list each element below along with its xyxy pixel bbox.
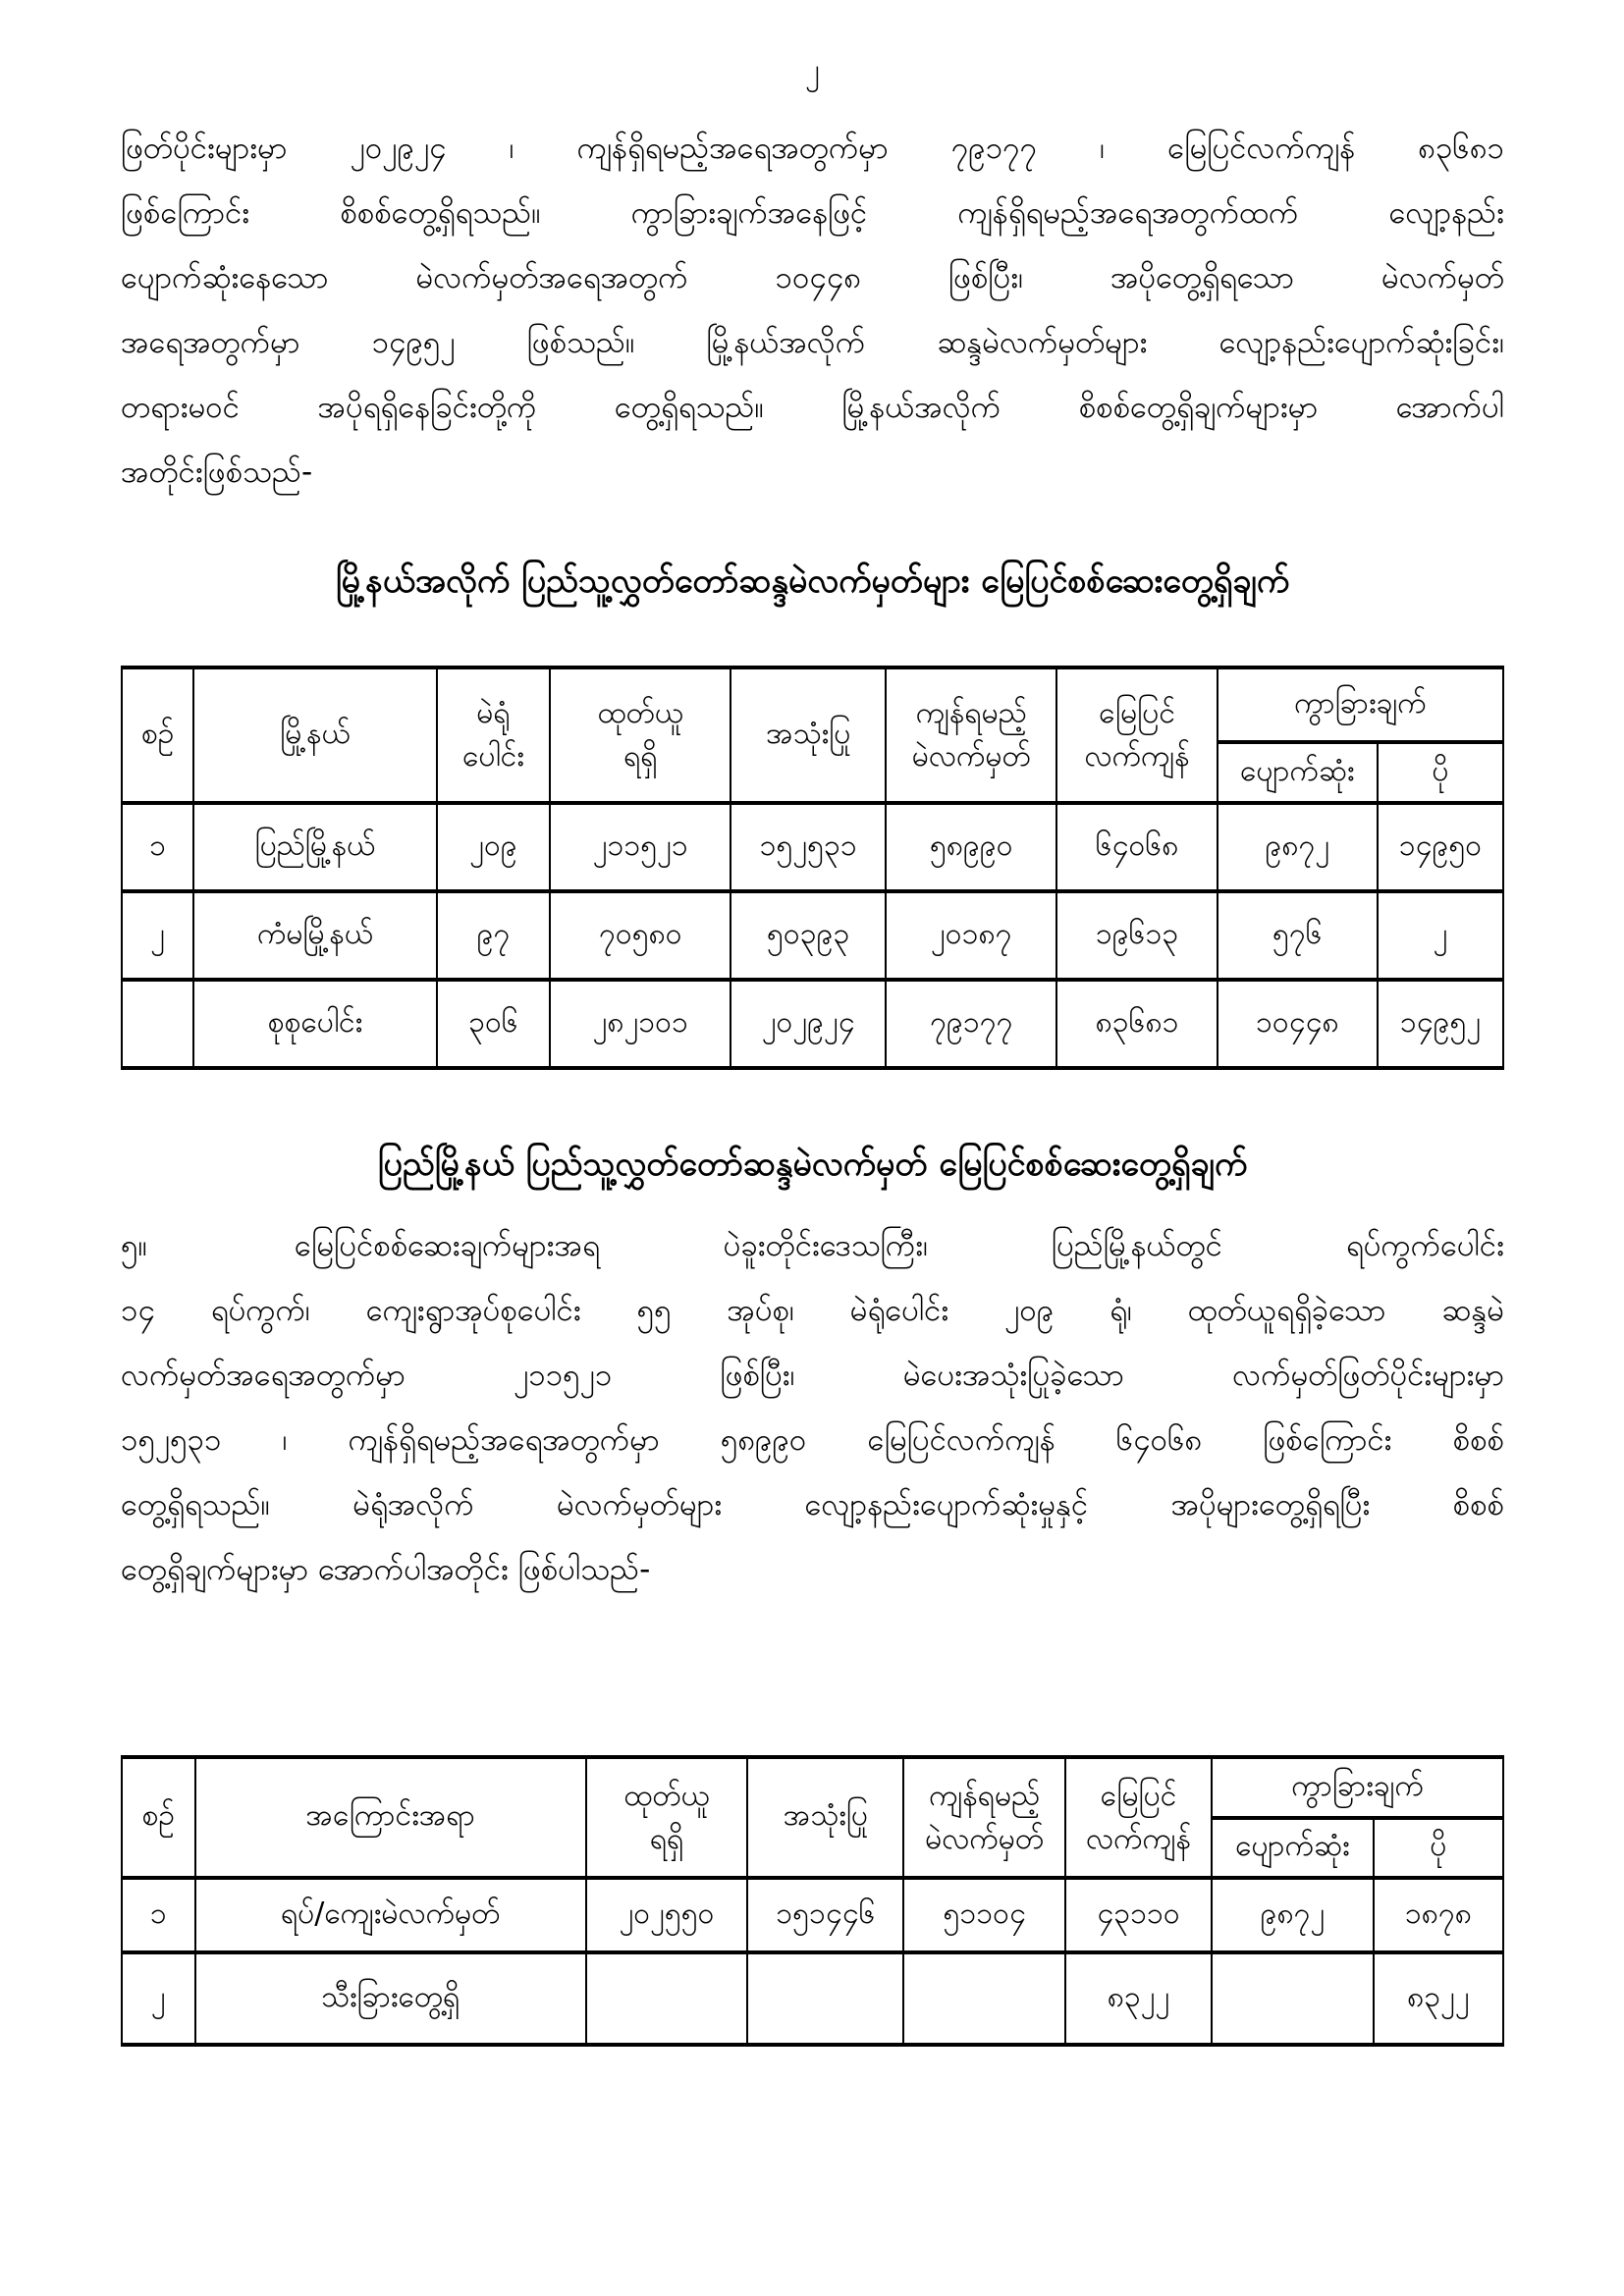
paragraph-line: တွေ့ရှိရသည်။ မဲရုံအလိုက် မဲလက်မှတ်များ လျော့နည်းပျောက်ဆုံးမှုနှင့် အပိုများတွေ့ရှိရပြီး စိစစ် [121, 1487, 1504, 1522]
cell-no: ၂ [122, 1952, 195, 2045]
paragraph-line: ၁၅၂၅၃၁ ၊ ကျန်ရှိရမည့်အရေအတွက်မှာ ၅၈၉၉၀ မြေပြင်လက်ကျန် ၆၄၀၆၈ ဖြစ်ကြောင်း စိစစ် [121, 1422, 1504, 1458]
cell-issued [586, 1952, 748, 2045]
cell-extra: ၁၈၇၈ [1374, 1878, 1503, 1952]
col-header-difference: ကွာခြားချက် [1212, 1757, 1503, 1818]
cell-stations: ၂၀၉ [437, 803, 550, 891]
col-header-issued [586, 1757, 748, 1878]
cell-subject: ရပ်/ကျေးမဲလက်မှတ် [195, 1878, 586, 1952]
paragraph-line: တွေ့ရှိချက်များမှာ အောက်ပါအတိုင်း ဖြစ်ပါသည်- [121, 1552, 651, 1587]
header-line: မြေပြင် [1099, 696, 1175, 730]
col-header-should-remain [886, 667, 1056, 803]
col-header-no: စဉ် [122, 1757, 195, 1878]
cell-no: ၂ [122, 891, 193, 980]
col-header-polling-stations [437, 667, 550, 803]
paragraph-line: အတိုင်းဖြစ်သည်- [121, 454, 313, 490]
cell-extra: ၁၄၉၅၂ [1378, 980, 1503, 1068]
cell-missing: ၉၈၇၂ [1212, 1878, 1374, 1952]
col-header-used: အသုံးပြု [747, 1757, 903, 1878]
header-line: မဲလက်မှတ် [911, 739, 1031, 774]
section2-heading: ပြည်မြို့နယ် ပြည်သူ့လွှတ်တော်ဆန္ဒမဲလက်မှတ် မြေပြင်စစ်ဆေးတွေ့ရှိချက် [377, 1145, 1248, 1184]
page-content [121, 0, 1504, 2047]
cell-should-remain [903, 1952, 1065, 2045]
col-header-ground-balance [1065, 1757, 1212, 1878]
table-row [122, 1952, 1503, 2045]
col-header-issued [550, 667, 731, 803]
cell-extra: ၁၄၉၅၀ [1378, 803, 1503, 891]
cell-stations: ၃၀၆ [437, 980, 550, 1068]
table-row [122, 803, 1503, 891]
cell-ground-balance: ၄၃၁၁၀ [1065, 1878, 1212, 1952]
cell-issued: ၂၁၁၅၂၁ [550, 803, 731, 891]
col-header-should-remain [903, 1757, 1065, 1878]
section1-heading: မြို့နယ်အလိုက် ပြည်သူ့လွှတ်တော်ဆန္ဒမဲလက်မှတ်များ မြေပြင်စစ်ဆေးတွေ့ရှိချက် [335, 561, 1290, 601]
header-line: လက်ကျန် [1084, 739, 1190, 774]
cell-missing: ၁၀၄၄၈ [1218, 980, 1378, 1068]
col-header-ground-balance [1056, 667, 1217, 803]
cell-total-label: စုစုပေါင်း [193, 980, 437, 1068]
cell-no: ၁ [122, 803, 193, 891]
cell-ground-balance: ၁၉၆၁၃ [1056, 891, 1217, 980]
cell-should-remain: ၂၀၁၈၇ [886, 891, 1056, 980]
paragraph-line: အရေအတွက်မှာ ၁၄၉၅၂ ဖြစ်သည်။ မြို့နယ်အလိုက် ဆန္ဒမဲလက်မှတ်များ လျော့နည်းပျောက်ဆုံးခြင်း၊ [121, 325, 1504, 360]
cell-township: ပြည်မြို့နယ် [193, 803, 437, 891]
cell-should-remain: ၅၈၉၉၀ [886, 803, 1056, 891]
intro-paragraph [121, 116, 1504, 505]
table-header-row [122, 667, 1503, 742]
cell-extra: ၂ [1378, 891, 1503, 980]
cell-stations: ၉၇ [437, 891, 550, 980]
cell-issued: ၇၀၅၈၀ [550, 891, 731, 980]
cell-ground-balance: ၆၄၀၆၈ [1056, 803, 1217, 891]
header-line: လက်ကျန် [1085, 1821, 1192, 1856]
table-row [122, 891, 1503, 980]
paragraph-line: လက်မှတ်အရေအတွက်မှာ ၂၁၁၅၂၁ ဖြစ်ပြီး၊ မဲပေးအသုံးပြုခဲ့သော လက်မှတ်ဖြတ်ပိုင်းများမှာ [121, 1358, 1504, 1393]
table-row [122, 1878, 1503, 1952]
paragraph-line: ဖြတ်ပိုင်းများမှာ ၂၀၂၉၂၄ ၊ ကျန်ရှိရမည့်အရေအတွက်မှာ ၇၉၁၇၇ ၊ မြေပြင်လက်ကျန် ၈၃၆၈၁ [121, 131, 1504, 166]
township-ballot-table [121, 666, 1504, 1070]
township-detail-table [121, 1755, 1504, 2047]
cell-extra: ၈၃၂၂ [1374, 1952, 1503, 2045]
cell-missing: ၉၈၇၂ [1218, 803, 1378, 891]
cell-ground-balance: ၈၃၂၂ [1065, 1952, 1212, 2045]
cell-issued: ၂၈၂၁၀၁ [550, 980, 731, 1068]
header-line: ရရှိ [623, 739, 658, 774]
col-header-missing: ပျောက်ဆုံး [1212, 1818, 1374, 1878]
paragraph-line: တရားမဝင် အပိုရရှိနေခြင်းတို့ကို တွေ့ရှိရသည်။ မြို့နယ်အလိုက် စိစစ်တွေ့ရှိချက်များမှာ အောက်ပါ [121, 390, 1504, 425]
cell-no [122, 980, 193, 1068]
header-line: မဲလက်မှတ် [925, 1821, 1045, 1856]
header-line: ကျန်ရမည့် [929, 1778, 1041, 1813]
col-header-subject: အကြောင်းအရာ [195, 1757, 586, 1878]
paragraph-number: ၅။ [121, 1228, 147, 1263]
paragraph-line: ၁၄ ရပ်ကွက်၊ ကျေးရွာအုပ်စုပေါင်း ၅၅ အုပ်စု၊ မဲရုံပေါင်း ၂၀၉ ရုံ၊ ထုတ်ယူရရှိခဲ့သော ဆန္ဒမဲ [121, 1293, 1504, 1328]
col-header-extra: ပို [1378, 742, 1503, 803]
table-header-row [122, 1757, 1503, 1818]
col-header-difference: ကွာခြားချက် [1218, 667, 1503, 742]
cell-should-remain: ၇၉၁၇၇ [886, 980, 1056, 1068]
header-line: မြေပြင် [1100, 1778, 1177, 1813]
cell-used [747, 1952, 903, 2045]
paragraph-line [121, 1213, 1504, 1278]
paragraph-line: ဖြစ်ကြောင်း စိစစ်တွေ့ရှိရသည်။ ကွာခြားချက်အနေဖြင့် ကျန်ရှိရမည့်အရေအတွက်ထက် လျော့နည်း [121, 195, 1504, 231]
cell-should-remain: ၅၁၁၀၄ [903, 1878, 1065, 1952]
col-header-missing: ပျောက်ဆုံး [1218, 742, 1378, 803]
cell-used: ၅၀၃၉၃ [731, 891, 886, 980]
header-line: ထုတ်ယူ [597, 696, 683, 730]
paragraph-text: မြေပြင်စစ်ဆေးချက်များအရ ပဲခူးတိုင်းဒေသကြီး၊ ပြည်မြို့နယ်တွင် ရပ်ကွက်ပေါင်း [294, 1228, 1504, 1263]
col-header-used: အသုံးပြု [731, 667, 886, 803]
header-line: ပေါင်း [462, 739, 524, 774]
cell-no: ၁ [122, 1878, 195, 1952]
cell-used: ၁၅၁၄၄၆ [747, 1878, 903, 1952]
header-line: မဲရုံ [476, 696, 511, 730]
detail-paragraph [121, 1213, 1504, 1602]
cell-township: ကံမမြို့နယ် [193, 891, 437, 980]
header-line: ရရှိ [649, 1821, 684, 1856]
header-line: ထုတ်ယူ [623, 1778, 710, 1813]
cell-missing: ၅၇၆ [1218, 891, 1378, 980]
cell-subject: သီးခြားတွေ့ရှိ [195, 1952, 586, 2045]
col-header-township: မြို့နယ် [193, 667, 437, 803]
cell-used: ၁၅၂၅၃၁ [731, 803, 886, 891]
cell-used: ၂၀၂၉၂၄ [731, 980, 886, 1068]
page-number: ၂ [805, 53, 820, 87]
cell-ground-balance: ၈၃၆၈၁ [1056, 980, 1217, 1068]
cell-issued: ၂၀၂၅၅၀ [586, 1878, 748, 1952]
total-row [122, 980, 1503, 1068]
col-header-no: စဉ် [122, 667, 193, 803]
col-header-extra: ပို [1374, 1818, 1503, 1878]
cell-missing [1212, 1952, 1374, 2045]
header-line: ကျန်ရမည့် [915, 696, 1027, 730]
paragraph-line: ပျောက်ဆုံးနေသော မဲလက်မှတ်အရေအတွက် ၁၀၄၄၈ ဖြစ်ပြီး၊ အပိုတွေ့ရှိရသော မဲလက်မှတ် [121, 260, 1504, 295]
